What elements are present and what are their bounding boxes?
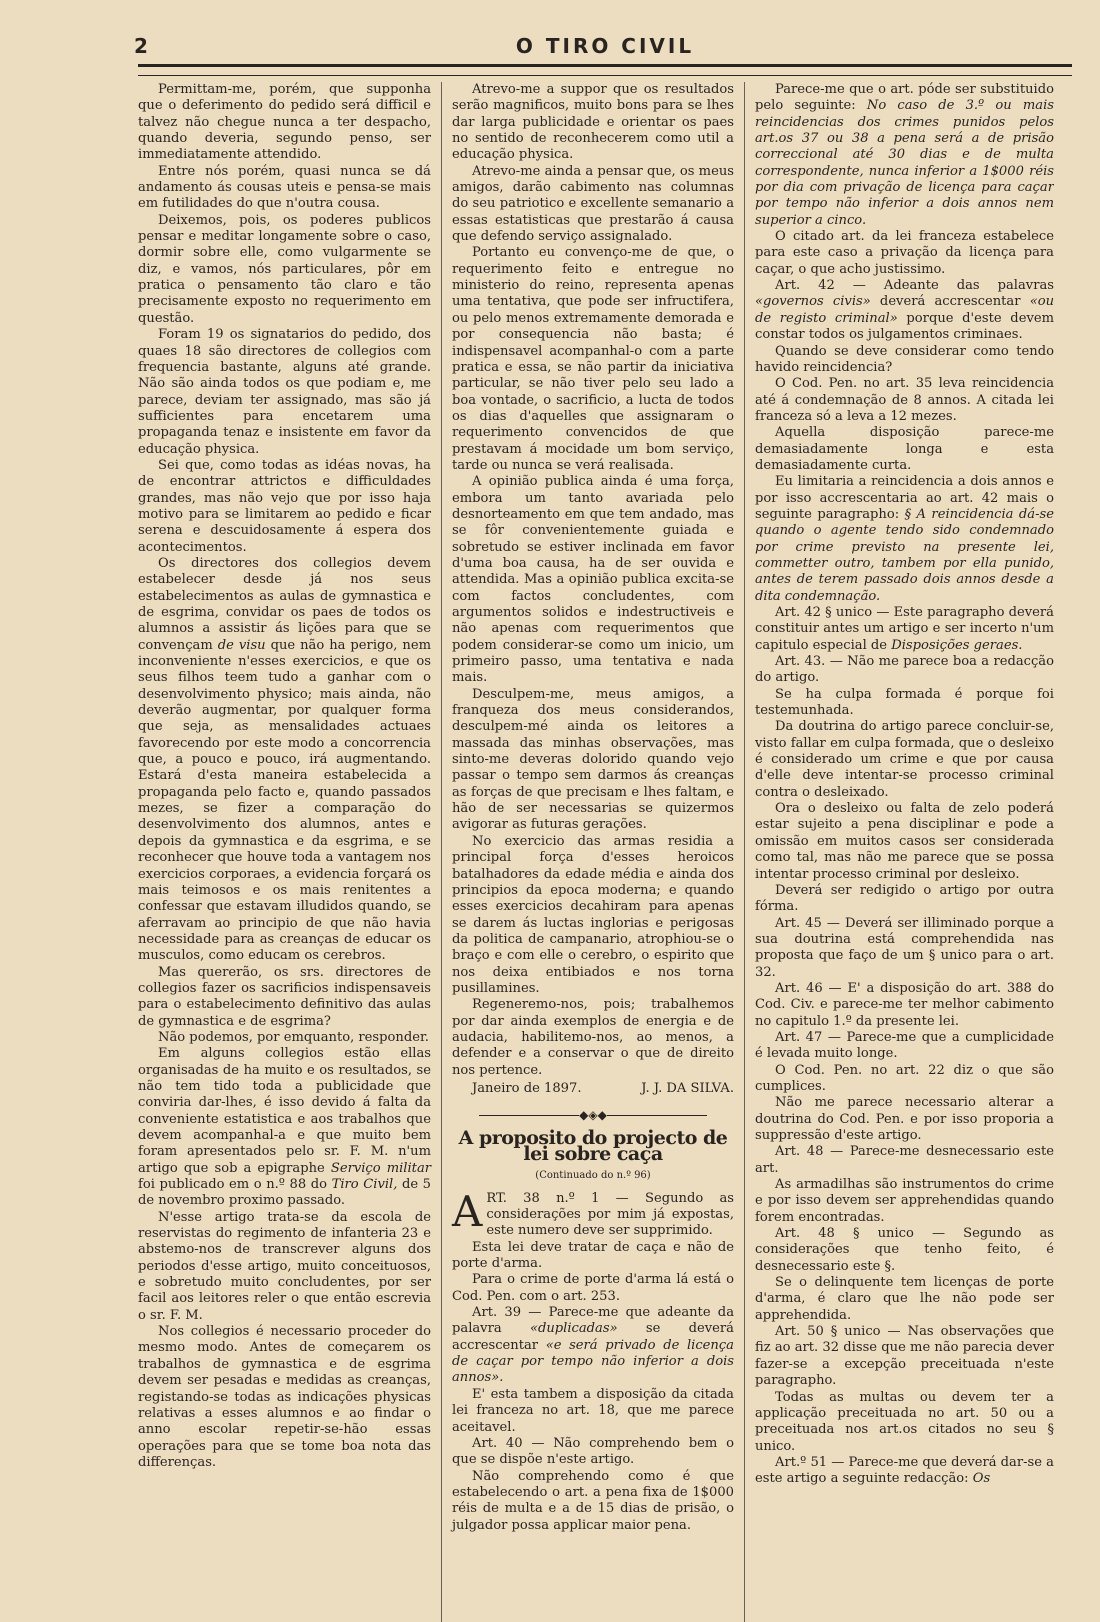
paragraph	[755, 82, 1054, 229]
text-run: se deverá accrescentar	[452, 1321, 734, 1353]
italic-run: «duplicadas»	[529, 1321, 618, 1337]
paragraph: As armadilhas são instrumentos do crime e por isso devem ser apprehendidas quando forem encontradas.	[755, 1177, 1054, 1225]
paragraph: N'esse artigo trata-se da escola de reservistas do regimento de infanteria 23 e abstemo-nos de transcrever alguns dos periodos d'esse artigo, muito conceituosos, e sobretudo muito concludentes, por ser facil aos leitores reler o que então escrevia o sr. F. M.	[138, 1209, 431, 1323]
column-3	[744, 82, 1054, 1622]
paragraph: Art. 43. — Não me parece boa a redacção do artigo.	[755, 654, 1054, 686]
paragraph: A opinião publica ainda é uma força, embora um tanto avariada pelo desnorteamento em que tem andado, mas se fôr convenientemente guiada e sobretudo se estiver inclinada em favor d'uma boa causa, ha de ser ouvida e attendida. Mas a opinião publica excita-se com factos concludentes, com argumentos solidos e indestructiveis e não apenas com requerimentos que podem considerar-se como um inicio, um primeiro passo, uma tentativa e nada mais.	[452, 474, 734, 686]
paragraph: Foram 19 os signatarios do pedido, dos quaes 18 são directores de collegios com frequencia bastante, alguns até grande. Não são ainda todos os que podiam e, me parece, deviam ter assignado, mas são já sufficientes para encetarem uma propaganda tenaz e insistente em favor da educação physica.	[138, 327, 431, 457]
paragraph: Aquella disposição parece-me demasiadamente longa e esta demasiadamente curta.	[755, 425, 1054, 473]
italic-run: de visu	[217, 637, 266, 653]
text-run: Os directores dos collegios devem estabelecer desde já nos seus estabelecimentos as aulas de gymnastica e de esgrima, convidar os paes de todos os alumnos a assistir ás lições para que se convençam	[138, 555, 431, 653]
italic-run: Tiro Civil,	[331, 1177, 398, 1193]
paragraph: Quando se deve considerar como tendo havido reincidencia?	[755, 343, 1054, 375]
paragraph: Deverá ser redigido o artigo por outra fórma.	[755, 882, 1054, 915]
paragraph: Atrevo-me ainda a pensar que, os meus amigos, darão cabimento nas columnas do seu patriotico e excellente semanario a essas estatisticas que prestarão á causa que defendo serviço assignalado.	[452, 163, 734, 245]
newspaper-title: O TIRO CIVIL	[515, 34, 695, 58]
text-run: que não ha perigo, nem inconveniente n'esses exercicios, e que os seus filhos teem tudo a ganhar com o desenvolvimento physico; mais ainda, não deverão augmentar, por qualquer forma que seja, as mensalidades actuaes favorecendo por este modo a concorrencia que, a pouco e pouco, irá augmentando. Estará d'esta maneira estabelecida a propaganda pelo facto e, quando passados mezes, se fizer a comparação do desenvolvimento dos alumnos, antes e depois da gymnastica e da esgrima, e se reconhecer que houve toda a vantagem nos exercicios corporaes, a evidencia forçará os mais teimosos e os mais renitentes a confessar que estavam illudidos quando, se aferravam ao principio de que não havia necessidade para as creanças de educar os musculos, como educam os cerebros.	[138, 637, 431, 964]
column-2	[441, 82, 744, 1622]
italic-run: «e será privado de licença de caçar por tempo não inferior a dois annos».	[452, 1337, 734, 1386]
text-run: Art.º 51 — Parece-me que deverá dar-se a este artigo a seguinte redacção:	[755, 1454, 1054, 1487]
paragraph: Art. 40 — Não comprehendo bem o que se dispõe n'este artigo.	[452, 1435, 734, 1468]
italic-run: No caso de 3.º ou mais reincidencias dos crimes punidos pelos art.os 37 ou 38 a pena será a de prisão correccional até 30 dias e de multa correspondente, nunca inferior a 1$000 réis por dia com privação de licença para caçar por tempo não inferior a dois annos nem superior a cinco.	[755, 98, 1054, 228]
text-run: de 5 de novembro proximo passado.	[138, 1177, 431, 1209]
text-run: foi publicado em o n.º 88 do	[138, 1177, 332, 1193]
paragraph: Não me parece necessario alterar a doutrina do Cod. Pen. e por isso proporia a suppressão d'este artigo.	[755, 1095, 1054, 1143]
italic-run: Disposições geraes.	[891, 637, 1023, 653]
text-run: Art. 42 § unico — Este paragrapho deverá constituir antes um artigo e ser incerto n'um capitulo especial de	[755, 605, 1054, 653]
paragraph: Sei que, como todas as idéas novas, ha de encontrar attrictos e difficuldades grandes, mas não vejo que por isso haja motivo para se limitarem ao pedido e ficar serena e descuidosamente á espera dos acontecimentos.	[138, 457, 431, 555]
paragraph: Portanto eu convenço-me de que, o requerimento feito e entregue no ministerio do reino, representa apenas uma tentativa, que pode ser infructifera, ou pelo menos extremamente demorada e por consequencia não basta; é indispensavel acompanhal-o com a parte pratica e essa, se não partir da iniciativa particular, se não tiver pelo seu lado a boa vontade, o sacrificio, a lucta de todos os dias d'aquelles que assignaram o requerimento convencidos de que prestavam á mocidade um bom serviço, tarde ou nunca se verá realisada.	[452, 245, 734, 473]
paragraph: Regeneremo-nos, pois; trabalhemos por dar ainda exemplos de energia e de audacia, habilitemo-nos, ao menos, a defender e a conservar o que de direito nos pertence.	[452, 997, 734, 1078]
paragraph: O Cod. Pen. no art. 22 diz o que são cumplices.	[755, 1062, 1054, 1094]
header-rule	[138, 64, 1072, 76]
divider-ornament: ◆◈◆	[579, 1108, 607, 1123]
text-run: porque d'este devem constar todos os julgamentos criminaes.	[755, 310, 1054, 343]
paragraph	[452, 1305, 734, 1387]
paragraph: Para o crime de porte d'arma lá está o Cod. Pen. com o art. 253.	[452, 1272, 734, 1304]
paragraph	[755, 278, 1054, 343]
text-run: Em alguns collegios estão ellas organisadas de ha muito e os resultados, se não tem tido toda a publicidade que conviria dar-lhes, é isso devido á falta da conveniente estatistica e aos trabalhos que devem acompanhal-a e que muito bem foram apresentados pelo sr. F. M. n'um artigo que sob a epigraphe	[138, 1046, 431, 1176]
italic-run: «ou de registo criminal»	[755, 294, 1054, 326]
masthead	[134, 30, 1072, 64]
paragraph	[755, 1455, 1054, 1488]
paragraph: Se ha culpa formada é porque foi testemunhada.	[755, 686, 1054, 719]
author: J. J. DA SILVA.	[641, 1080, 734, 1096]
paragraph: E' esta tambem a disposição da citada lei franceza no art. 18, que me parece aceitavel.	[452, 1386, 734, 1435]
continued-note: (Continuado do n.º 96)	[535, 1170, 651, 1182]
text-columns	[138, 82, 1072, 1622]
text-run: Art. 39 — Parece-me que adeante da palavra	[452, 1305, 734, 1337]
paragraph: Art. 46 — E' a disposição do art. 388 do Cod. Civ. e parece-me ter melhor cabimento no capitulo 1.º da presente lei.	[755, 980, 1054, 1029]
text-run: Eu limitaria a reincidencia a dois annos e por isso accrescentaria ao art. 42 mais o seguinte paragrapho:	[755, 474, 1054, 522]
page-number: 2	[134, 34, 148, 58]
paragraph: Deixemos, pois, os poderes publicos pensar e meditar longamente sobre o caso, dormir sobre elle, como vulgarmente se diz, e vamos, nós particulares, pôr em pratica o pensamento tão claro e tão precisamente exposto no requerimento em questão.	[138, 212, 431, 326]
paragraph: Ora o desleixo ou falta de zelo poderá estar sujeito a pena disciplinar e pode a omissão em muitos casos ser considerada como tal, mas não me parece que se possa intentar processo criminal por desleixo.	[755, 801, 1054, 882]
paragraph: Art. 48 — Parece-me desnecessario este art.	[755, 1144, 1054, 1176]
paragraph: Art. 48 § unico — Segundo as considerações que tenho feito, é desnecessario este §.	[755, 1226, 1054, 1274]
italic-run: Serviço militar	[330, 1160, 432, 1176]
paragraph: Permittam-me, porém, que supponha que o deferimento do pedido será difficil e talvez não chegue nunca a ter despacho, quando deveria, segundo penso, ser immediatamente attendido.	[138, 82, 431, 163]
paragraph: Art. 47 — Parece-me que a cumplicidade é levada muito longe.	[755, 1029, 1054, 1062]
paragraph: O Cod. Pen. no art. 35 leva reincidencia até á condemnação de 8 annos. A citada lei franceza só a leva a 12 mezes.	[755, 376, 1054, 424]
paragraph: Mas quererão, os srs. directores de collegios fazer os sacrificios indispensaveis para o estabelecimento definitivo das aulas de gymnastica e de esgrima?	[138, 964, 431, 1029]
paragraph: Não comprehendo como é que estabelecendo o art. a pena fixa de 1$000 réis de multa e a de 15 dias de prisão, o julgador possa applicar maior pena.	[452, 1468, 734, 1533]
paragraph: O citado art. da lei franceza estabelece para este caso a privação da licença para caçar, o que acho justissimo.	[755, 229, 1054, 277]
paragraph: Da doutrina do artigo parece concluir-se, visto fallar em culpa formada, que o desleixo é considerado um crime e que por causa d'elle deve intentar-se processo criminal contra o desleixado.	[755, 719, 1054, 800]
article-title: A proposito do projecto de lei sobre caça	[458, 1126, 728, 1165]
paragraph: Esta lei deve tratar de caça e não de porte d'arma.	[452, 1239, 734, 1272]
paragraph: No exercicio das armas residia a principal força d'esses heroicos batalhadores da edade média e ainda dos principios da epoca moderna; e quando esses exercicios decahiram para apenas se darem ás luctas inglorias e perigosas da politica de campanario, atrophiou-se o braço e com elle o cerebro, o espirito que nos deixa entibiados e nos torna pusillamines.	[452, 833, 734, 996]
drop-cap: A	[452, 1186, 483, 1236]
paragraph: Nos collegios é necessario proceder do mesmo modo. Antes de começarem os trabalhos de gymnastica e de esgrima devem ser pesadas e medidas as creanças, registando-se todas as indicações physicas relativas a esses alumnos e ao findar o anno escolar repetir-se-hão essas operações para que se tome boa nota das differenças.	[138, 1324, 431, 1470]
text-run: Parece-me que o art. póde ser substituido pelo seguinte:	[755, 82, 1054, 114]
paragraph	[452, 1186, 734, 1240]
paragraph	[138, 556, 431, 965]
italic-run: «governos civis»	[755, 294, 871, 310]
paragraph	[755, 605, 1054, 654]
paragraph	[138, 1046, 431, 1209]
date: Janeiro de 1897.	[472, 1080, 582, 1096]
italic-run: Os	[972, 1471, 991, 1487]
text-run: deverá accrescentar	[870, 294, 1030, 310]
paragraph	[755, 474, 1054, 605]
signature-line	[452, 1081, 734, 1097]
column-1	[138, 82, 441, 1622]
section-divider	[452, 1107, 734, 1123]
paragraph: Todas as multas ou devem ter a applicação preceituada no art. 50 ou a preceituada nos art.os citados no seu § unico.	[755, 1389, 1054, 1454]
paragraph: Entre nós porém, quasi nunca se dá andamento ás cousas uteis e pensa-se mais em futilidades do que n'outra cousa.	[138, 163, 431, 212]
italic-run: § A reincidencia dá-se quando o agente tendo sido condemnado por crime previsto na presente lei, commetter outro, tambem por ella punido, antes de terem passado dois annos desde a dita condemnação.	[755, 506, 1054, 604]
paragraph: Se o delinquente tem licenças de porte d'arma, é claro que lhe não pode ser apprehendida.	[755, 1275, 1054, 1323]
text-run: Art. 42 — Adeante das palavras	[775, 278, 1054, 294]
paragraph: Art. 50 § unico — Nas observações que fiz ao art. 32 disse que me não parecia dever fazer-se a excepção preceituada n'este paragrapho.	[755, 1324, 1054, 1389]
paragraph: Art. 45 — Deverá ser illiminado porque a sua doutrina está comprehendida nas proposta que faço de um § unico para o art. 32.	[755, 915, 1054, 980]
paragraph: Desculpem-me, meus amigos, a franqueza dos meus considerandos, desculpem-mé ainda os leitores a massada das minhas observações, mas sinto-me deveras dolorido quando vejo passar o tempo sem darmos ás creanças as forças de que precisam e lhes faltam, e hão de ser necessarias se quizermos avigorar as futuras gerações.	[452, 686, 734, 833]
text-run: RT. 38 n.º 1 — Segundo as considerações por mim já expostas, este numero deve ser supprimido.	[486, 1190, 734, 1239]
paragraph: Atrevo-me a suppor que os resultados serão magnificos, muito bons para se lhes dar larga publicidade e orientar os paes no sentido de reconhecerem como util a educação physica.	[452, 82, 734, 163]
paragraph: Não podemos, por emquanto, responder.	[158, 1029, 429, 1045]
